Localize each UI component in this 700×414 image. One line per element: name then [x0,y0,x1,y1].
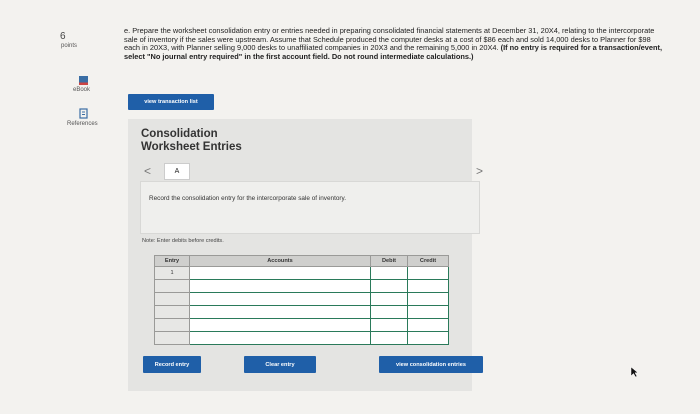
entry-number-cell [155,293,190,306]
credit-field[interactable] [408,267,449,280]
view-transaction-list-button[interactable]: view transaction list [128,94,214,110]
credit-field[interactable] [408,306,449,319]
table-row [155,280,449,293]
credit-field[interactable] [408,280,449,293]
header-debit: Debit [371,256,408,267]
account-field[interactable] [190,293,371,306]
prev-arrow-icon[interactable]: < [144,164,152,178]
account-field[interactable] [190,319,371,332]
prompt-instruction-bold: (If no entry is required for a transaction/event, select "No journal entry required" in the first account field. Do not round intermediate calculations.) [124,43,663,61]
entry-number-cell [155,306,190,319]
debit-field[interactable] [371,280,408,293]
account-field[interactable] [190,280,371,293]
entry-number-cell: 1 [155,267,190,280]
debit-field[interactable] [371,293,408,306]
header-credit: Credit [408,256,449,267]
note-text: Note: Enter debits before credits. [142,238,224,244]
prompt-text: e. Prepare the worksheet consolidation entry or entries needed in preparing consolidated financial statements at December 31, 20X4, relating to the intercorporate sale of inventory if the sales were upstream. Assume that Schedule produced the computer desks at a cost of $86 each and sold 14,000 desks to Planner for $98 each in 20X3, with Planner selling 9,000 desks to unaffiliated companies in 20X3 and the remaining 5,000 in 20X4. [124,26,655,53]
instruction-text: Record the consolidation entry for the intercorporate sale of inventory. [149,195,347,202]
entry-number-cell [155,319,190,332]
clear-entry-button[interactable]: Clear entry [244,356,316,373]
tab-a[interactable]: A [164,163,190,180]
debit-field[interactable] [371,267,408,280]
table-row [155,293,449,306]
entry-number-cell [155,280,190,293]
account-field[interactable] [190,267,371,280]
mouse-cursor-icon [630,366,639,381]
header-accounts: Accounts [190,256,371,267]
journal-entry-table [154,255,449,345]
instruction-box [140,181,480,234]
panel-title-line1: Consolidation [141,128,218,140]
ebook-label[interactable]: eBook [73,87,91,93]
table-row [155,267,449,280]
question-number: 6 [60,31,66,42]
table-header-row [155,256,449,267]
header-entry: Entry [155,256,190,267]
credit-field[interactable] [408,293,449,306]
debit-field[interactable] [371,306,408,319]
points-label: points [61,43,78,49]
table-row [155,332,449,345]
account-field[interactable] [190,332,371,345]
debit-field[interactable] [371,319,408,332]
question-prompt [124,27,664,61]
table-row [155,319,449,332]
entry-number-cell [155,332,190,345]
table-row [155,306,449,319]
record-entry-button[interactable]: Record entry [143,356,201,373]
debit-field[interactable] [371,332,408,345]
panel-title-line2: Worksheet Entries [141,141,242,153]
account-field[interactable] [190,306,371,319]
ebook-icon[interactable] [78,73,89,84]
references-icon[interactable] [78,106,89,117]
credit-field[interactable] [408,332,449,345]
credit-field[interactable] [408,319,449,332]
panel-title [141,128,242,154]
references-label[interactable]: References [67,121,98,127]
next-arrow-icon[interactable]: > [476,164,484,178]
view-consolidation-entries-button[interactable]: view consolidation entries [379,356,483,373]
